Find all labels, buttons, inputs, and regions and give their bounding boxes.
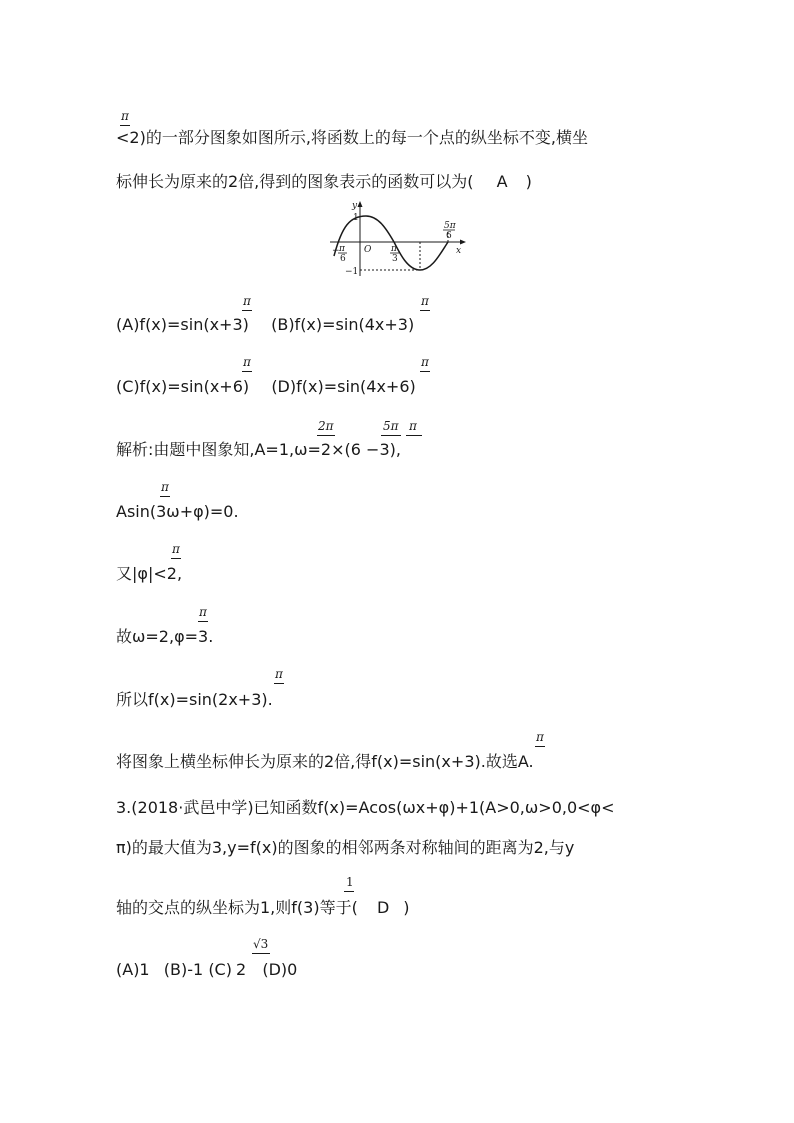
frac-numerator: π	[421, 294, 429, 308]
text-line	[116, 172, 532, 192]
option-d: (D)0	[262, 960, 298, 979]
answer: D	[376, 898, 390, 917]
fraction-bar	[242, 310, 252, 311]
sine-graph	[330, 198, 470, 280]
option-d: (D)f(x)=sin(4x+	[271, 377, 400, 396]
tick-den: 6	[340, 254, 346, 264]
solution-line: 将图象上横坐标伸长为原来的2倍,得f(x)=sin(x+3).故选A.	[116, 752, 534, 771]
solution-line: 所以f(x)=sin(2x+3).	[116, 690, 273, 709]
frac-numerator: 2π	[318, 419, 334, 433]
option-c: (C)f(x)=sin(x+	[116, 377, 233, 396]
fraction-bar	[317, 435, 335, 436]
option-row: (C)f(x)=sin(x+6) (D)f(x)=sin(4x+6)	[116, 377, 416, 396]
tick-minus: −	[332, 246, 340, 256]
x-label: x	[456, 246, 462, 256]
frac-numerator: π	[275, 667, 283, 681]
frac-numerator: π	[161, 480, 169, 494]
frac-numerator: 1	[346, 875, 354, 889]
answer: A	[496, 172, 508, 191]
tick-den: 3	[392, 254, 398, 264]
tick-num: π	[391, 244, 397, 254]
option-b: (B)-1	[163, 960, 204, 979]
question-3-line-3: 轴的交点的纵坐标为1,则f(3)等于( D )	[116, 898, 410, 917]
fraction-bar	[198, 621, 208, 622]
frac-numerator: π	[536, 730, 544, 744]
text-line: <2)的一部分图象如图所示,将函数上的每一个点的纵坐标不变,横坐	[116, 128, 589, 147]
tick-den: 6	[446, 231, 452, 241]
fraction-bar	[344, 891, 354, 892]
sine-curve	[334, 216, 448, 270]
frac-numerator: π	[243, 355, 251, 369]
option-c: (C)	[208, 960, 232, 979]
solution-line: 又|φ|<2,	[116, 564, 183, 583]
option-a: (A)f(x)=sin(x+	[116, 315, 233, 334]
frac-numerator: π	[421, 355, 429, 369]
y-label: y	[352, 201, 358, 211]
fraction-bar	[535, 746, 545, 747]
paren: )	[525, 172, 532, 191]
fraction-bar	[252, 953, 270, 954]
frac-numerator: √3	[253, 937, 269, 951]
y-arrow	[358, 201, 363, 207]
fraction-bar	[274, 683, 284, 684]
frac-numerator: π	[172, 542, 180, 556]
frac-numerator: π	[243, 294, 251, 308]
x-arrow	[460, 240, 466, 245]
y-max-label: 1	[353, 213, 359, 223]
frac-numerator: π	[199, 605, 207, 619]
frac-numerator: 5π	[383, 419, 399, 433]
fraction-bar	[171, 558, 181, 559]
option-a: (A)1	[116, 960, 150, 979]
option-b: (B)f(x)=sin(4x+	[271, 315, 398, 334]
fraction-bar	[406, 435, 422, 436]
fraction-bar	[420, 310, 430, 311]
question-3-options: (A)1 (B)-1 (C) 2 (D)0	[116, 960, 298, 979]
question-3-line-1: 3.(2018·武邑中学)已知函数f(x)=Acos(ωx+φ)+1(A>0,ω>0,0<φ<	[116, 798, 615, 817]
question-3-line-2: π)的最大值为3,y=f(x)的图象的相邻两条对称轴间的距离为2,与y	[116, 838, 575, 857]
y-min-label: −1	[345, 267, 359, 277]
solution-line: 故ω=2,φ=3.	[116, 627, 214, 646]
fraction-bar	[160, 496, 170, 497]
origin-label: O	[364, 245, 372, 255]
solution-line: 解析:由题中图象知,A=1,ω=2×(6 −3),	[116, 440, 401, 459]
fraction-bar	[381, 435, 401, 436]
fraction-bar	[420, 371, 430, 372]
solution-line: Asin(3ω+φ)=0.	[116, 502, 239, 521]
tick-num: 5π	[444, 221, 456, 231]
frac-numerator: π	[121, 109, 129, 123]
tick-num: π	[339, 244, 345, 254]
fraction-bar	[120, 125, 130, 126]
fraction-bar	[242, 371, 252, 372]
frac-numerator: π	[409, 419, 417, 433]
question-text: 标伸长为原来的2倍,得到的图象表示的函数可以为(	[116, 172, 474, 191]
option-row: (A)f(x)=sin(x+3) (B)f(x)=sin(4x+3)	[116, 315, 415, 334]
